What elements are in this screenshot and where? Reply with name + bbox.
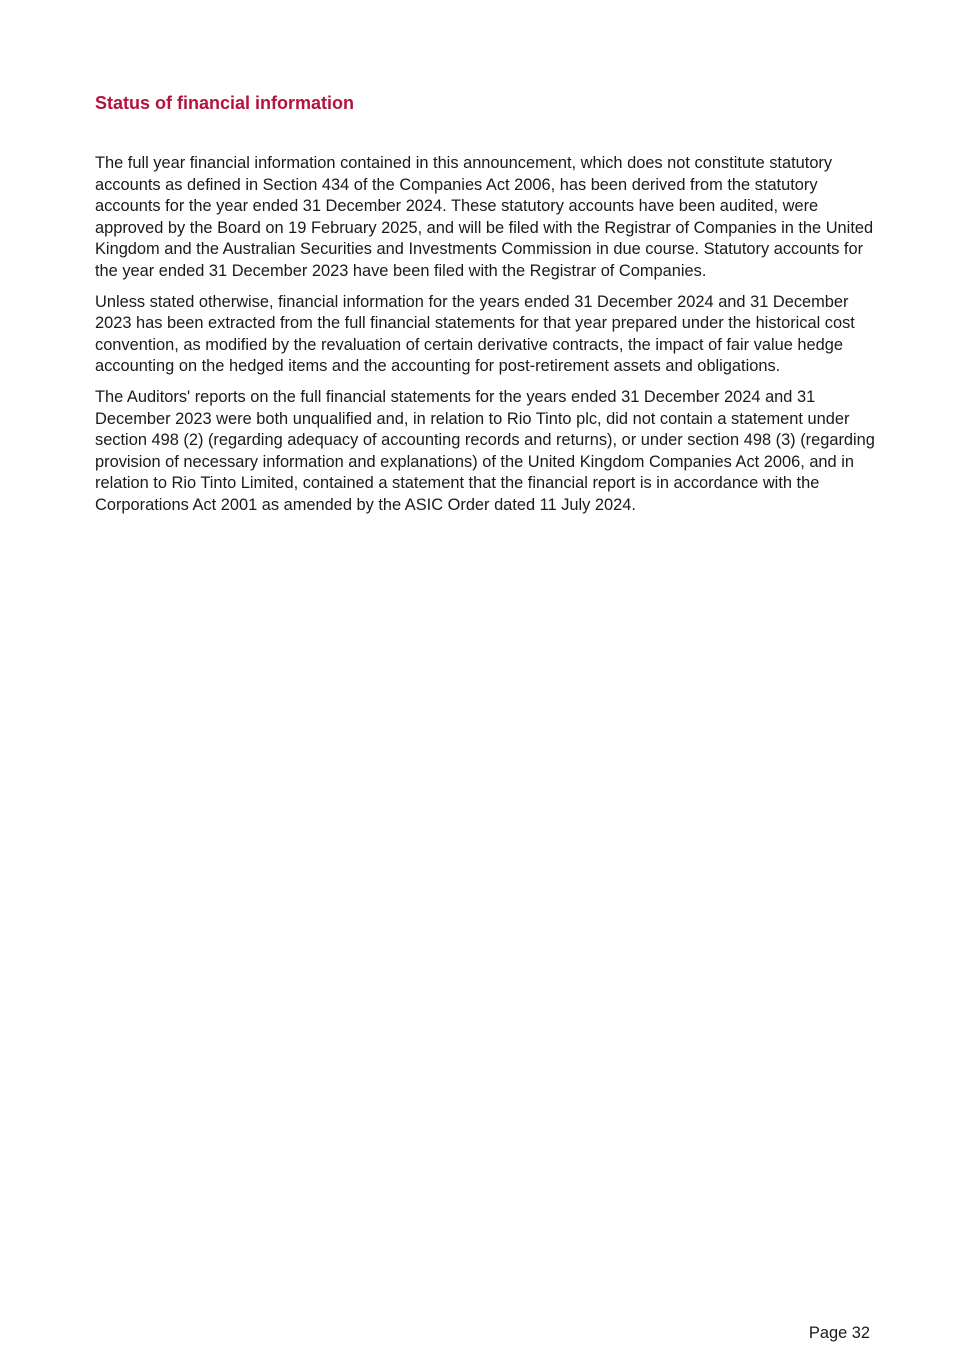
body-text xyxy=(95,153,875,526)
page-number: Page 32 xyxy=(808,1324,870,1342)
section-heading: Status of financial information xyxy=(95,93,355,113)
paragraph-basis-of-preparation: Unless stated otherwise, financial information for the years ended 31 December 2024 and 31 December 2023 has been extracted from the full financial statements for that year prepared under the historical cost convention, as modified by the revaluation of certain derivative contracts, the impact of fair value hedge accounting on the hedged items and the accounting for post-retirement assets and obligations. xyxy=(95,292,855,376)
paragraph-auditors-reports: The Auditors' reports on the full financial statements for the years ended 31 December 2024 and 31 December 2023 were both unqualified and, in relation to Rio Tinto plc, did not contain a statement under section 498 (2) (regarding adequacy of accounting records and returns), or under section 498 (3) (regarding provision of necessary information and explanations) of the United Kingdom Companies Act 2006, and in relation to Rio Tinto Limited, contained a statement that the financial report is in accordance with the Corporations Act 2001 as amended by the ASIC Order dated 11 July 2024. xyxy=(95,387,875,514)
paragraph-status-of-accounts: The full year financial information contained in this announcement, which does not constitute statutory accounts as defined in Section 434 of the Companies Act 2006, has been derived from the statutory accounts for the year ended 31 December 2024. These statutory accounts have been audited, were approved by the Board on 19 February 2025, and will be filed with the Registrar of Companies in the United Kingdom and the Australian Securities and Investments Commission in due course. Statutory accounts for the year ended 31 December 2023 have been filed with the Registrar of Companies. xyxy=(95,154,874,280)
